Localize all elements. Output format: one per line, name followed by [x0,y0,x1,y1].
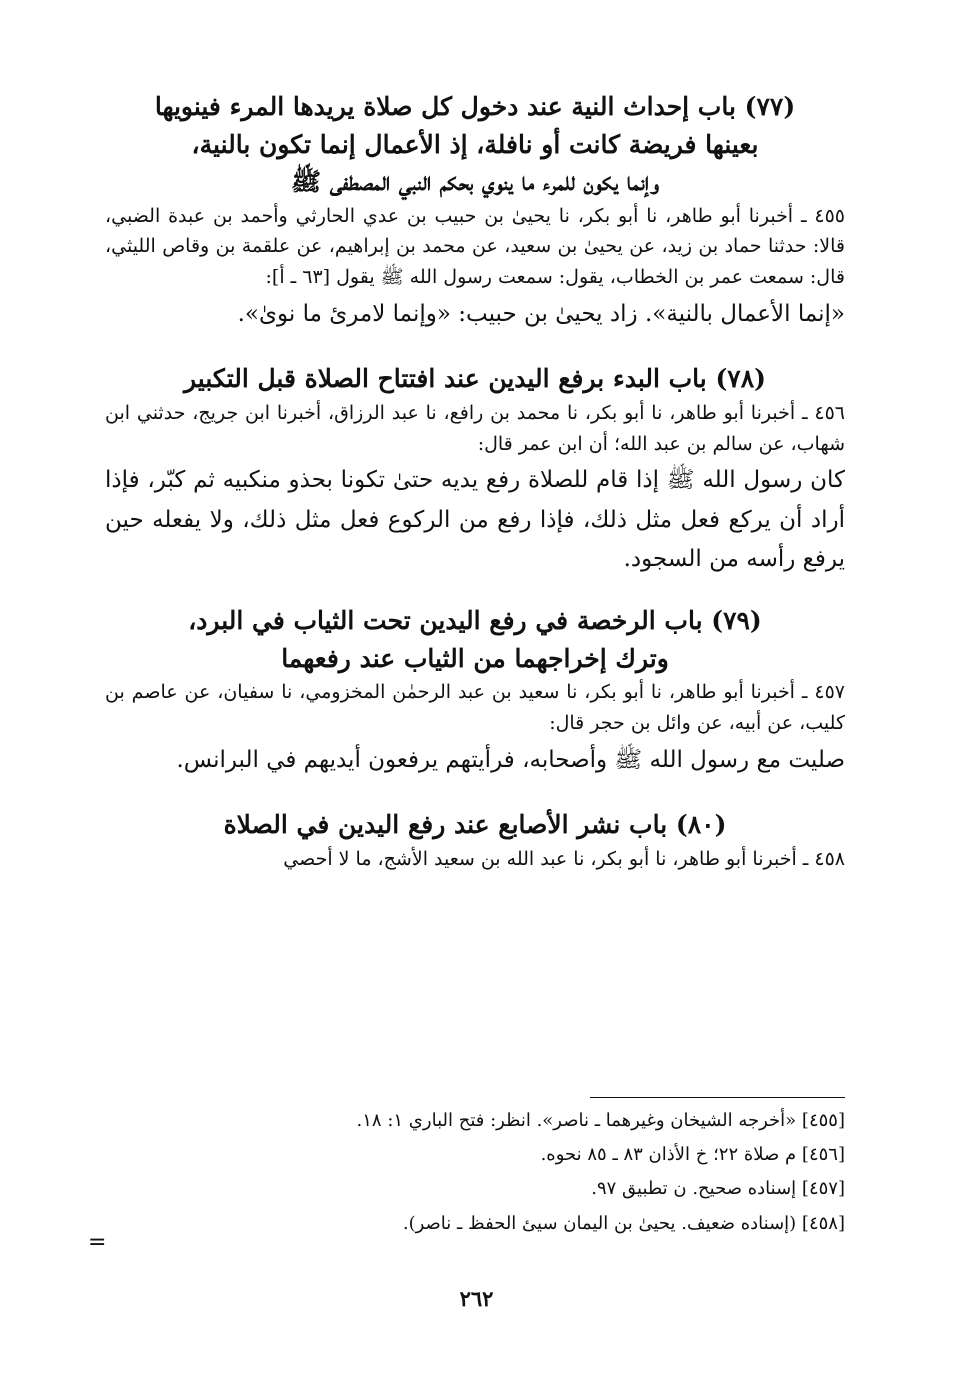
hadith-455-isnad: ٤٥٥ ـ أخبرنا أبو طاهر، نا أبو بكر، نا يحيىٰ بن حبيب بن عدي الحارثي وأحمد بن عبدة الضبي، قالا: حدثنا حماد بن زيد، عن يحيىٰ بن سعيد، عن محمد بن إبراهيم، عن علقمة بن وقاص الليثي، قال: سمعت عمر بن الخطاب، يقول: سمعت رسول الله ﷺ يقول [٦٣ ـ أ]: [105,204,845,289]
footnote-457 [105,1172,845,1206]
footnote-ref: [٤٥٦] [801,1144,845,1166]
hadith-456-isnad: ٤٥٦ ـ أخبرنا أبو طاهر، نا أبو بكر، نا محمد بن رافع، نا عبد الرزاق، أخبرنا ابن جريج، حدثني ابن شهاب، عن سالم بن عبد الله؛ أن ابن عمر قال: [105,401,845,455]
chapter-heading-77 [105,88,845,201]
footnote-ref: [٤٥٥] [801,1110,845,1131]
page-body [105,80,845,874]
chapter-heading-78 [105,360,845,398]
hadith-458-isnad: ٤٥٨ ـ أخبرنا أبو طاهر، نا أبو بكر، نا عبد الله بن سعيد الأشج، ما لا أحصي [283,847,845,870]
footnote-text: إسناده صحيح. ن تطبيق ٩٧. [591,1178,797,1200]
footnote-text: (إسناده ضعيف. يحيىٰ بن اليمان سيئ الحفظ ـ ناصر). [402,1212,797,1234]
chapter-heading-80 [105,806,845,844]
footnote-455 [105,1104,845,1138]
chapter-heading-79 [105,602,845,677]
footnote-divider [590,1097,845,1098]
hadith-457-matn: صليت مع رسول الله ﷺ وأصحابه، فرأيتهم يرفعون أيديهم في البرانس. [176,746,845,773]
footnotes [105,1097,845,1241]
heading-line: (٧٩) باب الرخصة في رفع اليدين تحت الثياب في البرد، [188,606,762,636]
footnote-ref: [٤٥٧] [801,1178,845,1200]
footnote-458 [105,1207,845,1241]
page-number: ٢٦٢ [459,1286,494,1311]
heading-line: وإنما يكون للمرء ما ينوي بحكم النبي المصطفى ﷺ [290,167,660,196]
hadith-456-matn: كان رسول الله ﷺ إذا قام للصلاة رفع يديه حتىٰ تكونا بحذو منكبيه ثم كبّر، فإذا أراد أن يركع فعل مثل ذلك، فإذا رفع من الركوع فعل مثل ذلك، ولا يفعله حين يرفع رأسه من السجود. [105,467,845,573]
heading-line: (٨٠) باب نشر الأصابع عند رفع اليدين في الصلاة [223,810,727,840]
hadith-455-matn: «إنما الأعمال بالنية». زاد يحيىٰ بن حبيب: «وإنما لامرئ ما نوىٰ». [237,300,845,327]
continuation-mark: = [88,1230,107,1255]
footnote-ref: [٤٥٨] [801,1212,845,1234]
footnote-text: م صلاة ٢٢؛ خ الأذان ٨٣ ـ ٨٥ نحوه. [540,1144,797,1166]
heading-line: (٧٨) باب البدء برفع اليدين عند افتتاح الصلاة قبل التكبير [184,364,766,394]
heading-line: (٧٧) باب إحداث النية عند دخول كل صلاة يريدها المرء فينويها [154,92,796,121]
heading-line: بعينها فريضة كانت أو نافلة، إذ الأعمال إنما تكون بالنية، [191,129,759,159]
hadith-457-isnad: ٤٥٧ ـ أخبرنا أبو طاهر، نا أبو بكر، نا سعيد بن عبد الرحمٰن المخزومي، نا سفيان، عن عاصم بن كليب، عن أبيه، عن وائل بن حجر قال: [105,681,845,734]
heading-line: وترك إخراجهما من الثياب عند رفعهما [281,643,669,673]
footnote-456 [105,1138,845,1172]
footnote-text: «أخرجه الشيخان وغيرهما ـ ناصر». انظر: فتح الباري ١: ١٨. [356,1110,797,1131]
